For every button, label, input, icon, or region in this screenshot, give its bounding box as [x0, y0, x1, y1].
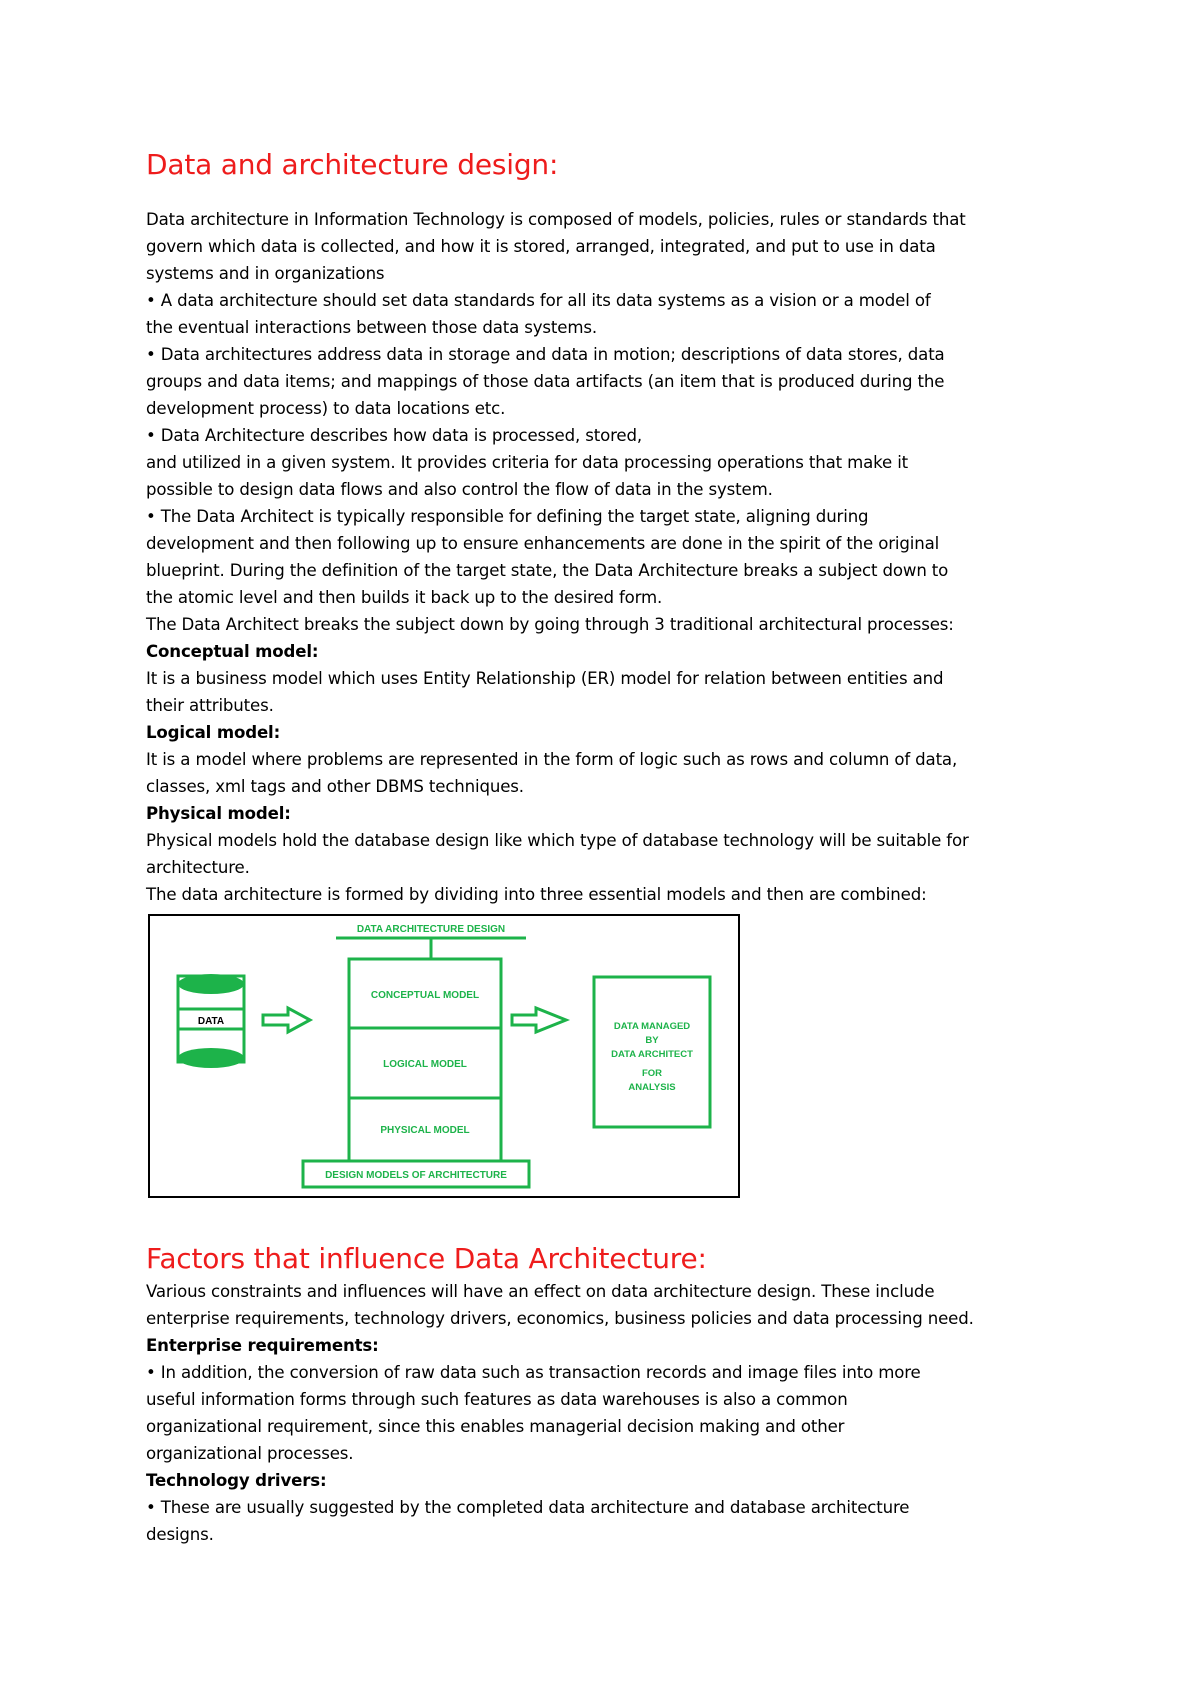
paragraph-line: organizational requirement, since this enables managerial decision making and other [146, 1417, 845, 1436]
bullet-line: • In addition, the conversion of raw data such as transaction records and image files into more [146, 1363, 921, 1382]
physical-model-label: PHYSICAL MODEL [380, 1125, 470, 1136]
paragraph-line: the eventual interactions between those data systems. [146, 318, 597, 337]
result-line: DATA MANAGED [613, 1021, 691, 1032]
data-architecture-diagram [148, 914, 740, 1198]
result-line: DATA ARCHITECT [611, 1049, 693, 1060]
paragraph-line: designs. [146, 1525, 214, 1544]
data-label: DATA [197, 1016, 225, 1027]
paragraph-line: and utilized in a given system. It provides criteria for data processing operations that make it [146, 453, 909, 472]
paragraph-line: development process) to data locations etc. [146, 399, 506, 418]
paragraph-line: The Data Architect breaks the subject down by going through 3 traditional architectural processes: [146, 615, 954, 634]
subheading-conceptual-model: Conceptual model: [146, 642, 319, 661]
logical-model-label: LOGICAL MODEL [383, 1059, 467, 1070]
paragraph-line: It is a business model which uses Entity Relationship (ER) model for relation between entities and [146, 669, 944, 688]
bullet-line: • Data architectures address data in storage and data in motion; descriptions of data stores, data [146, 345, 945, 364]
bottom-label: DESIGN MODELS OF ARCHITECTURE [325, 1170, 507, 1181]
paragraph-line: systems and in organizations [146, 264, 385, 283]
result-line: FOR [641, 1068, 663, 1079]
paragraph-line: development and then following up to ensure enhancements are done in the spirit of the original [146, 534, 940, 553]
result-line: ANALYSIS [628, 1082, 676, 1093]
paragraph-line: govern which data is collected, and how it is stored, arranged, integrated, and put to use in data [146, 237, 936, 256]
paragraph-line: possible to design data flows and also control the flow of data in the system. [146, 480, 773, 499]
section-heading-factors: Factors that influence Data Architecture: [146, 1242, 707, 1275]
paragraph-line: organizational processes. [146, 1444, 354, 1463]
bullet-line: • A data architecture should set data standards for all its data systems as a vision or a model of [146, 291, 931, 310]
bullet-line: • The Data Architect is typically responsible for defining the target state, aligning during [146, 507, 869, 526]
bullet-line: • These are usually suggested by the completed data architecture and database architecture [146, 1498, 910, 1517]
paragraph-line: It is a model where problems are represented in the form of logic such as rows and column of data, [146, 750, 958, 769]
paragraph-line: Various constraints and influences will have an effect on data architecture design. These include [146, 1282, 935, 1301]
paragraph-line: Physical models hold the database design like which type of database technology will be suitable for [146, 831, 969, 850]
paragraph-line: the atomic level and then builds it back up to the desired form. [146, 588, 663, 607]
subheading-enterprise-requirements: Enterprise requirements: [146, 1336, 379, 1355]
paragraph-line: architecture. [146, 858, 250, 877]
subheading-technology-drivers: Technology drivers: [146, 1471, 327, 1490]
paragraph-line: Data architecture in Information Technology is composed of models, policies, rules or standards that [146, 210, 966, 229]
top-label: DATA ARCHITECTURE DESIGN [356, 924, 506, 935]
subheading-physical-model: Physical model: [146, 804, 291, 823]
paragraph-line: groups and data items; and mappings of those data artifacts (an item that is produced during the [146, 372, 945, 391]
section-heading-data-architecture-design: Data and architecture design: [146, 148, 559, 181]
bullet-line: • Data Architecture describes how data is processed, stored, [146, 426, 642, 445]
paragraph-line: enterprise requirements, technology drivers, economics, business policies and data processing need. [146, 1309, 974, 1328]
paragraph-line: The data architecture is formed by dividing into three essential models and then are combined: [146, 885, 927, 904]
conceptual-model-label: CONCEPTUAL MODEL [370, 990, 480, 1001]
paragraph-line: classes, xml tags and other DBMS techniques. [146, 777, 524, 796]
subheading-logical-model: Logical model: [146, 723, 281, 742]
paragraph-line: blueprint. During the definition of the target state, the Data Architecture breaks a subject down to [146, 561, 949, 580]
result-line: BY [645, 1035, 659, 1046]
paragraph-line: useful information forms through such features as data warehouses is also a common [146, 1390, 848, 1409]
paragraph-line: their attributes. [146, 696, 274, 715]
